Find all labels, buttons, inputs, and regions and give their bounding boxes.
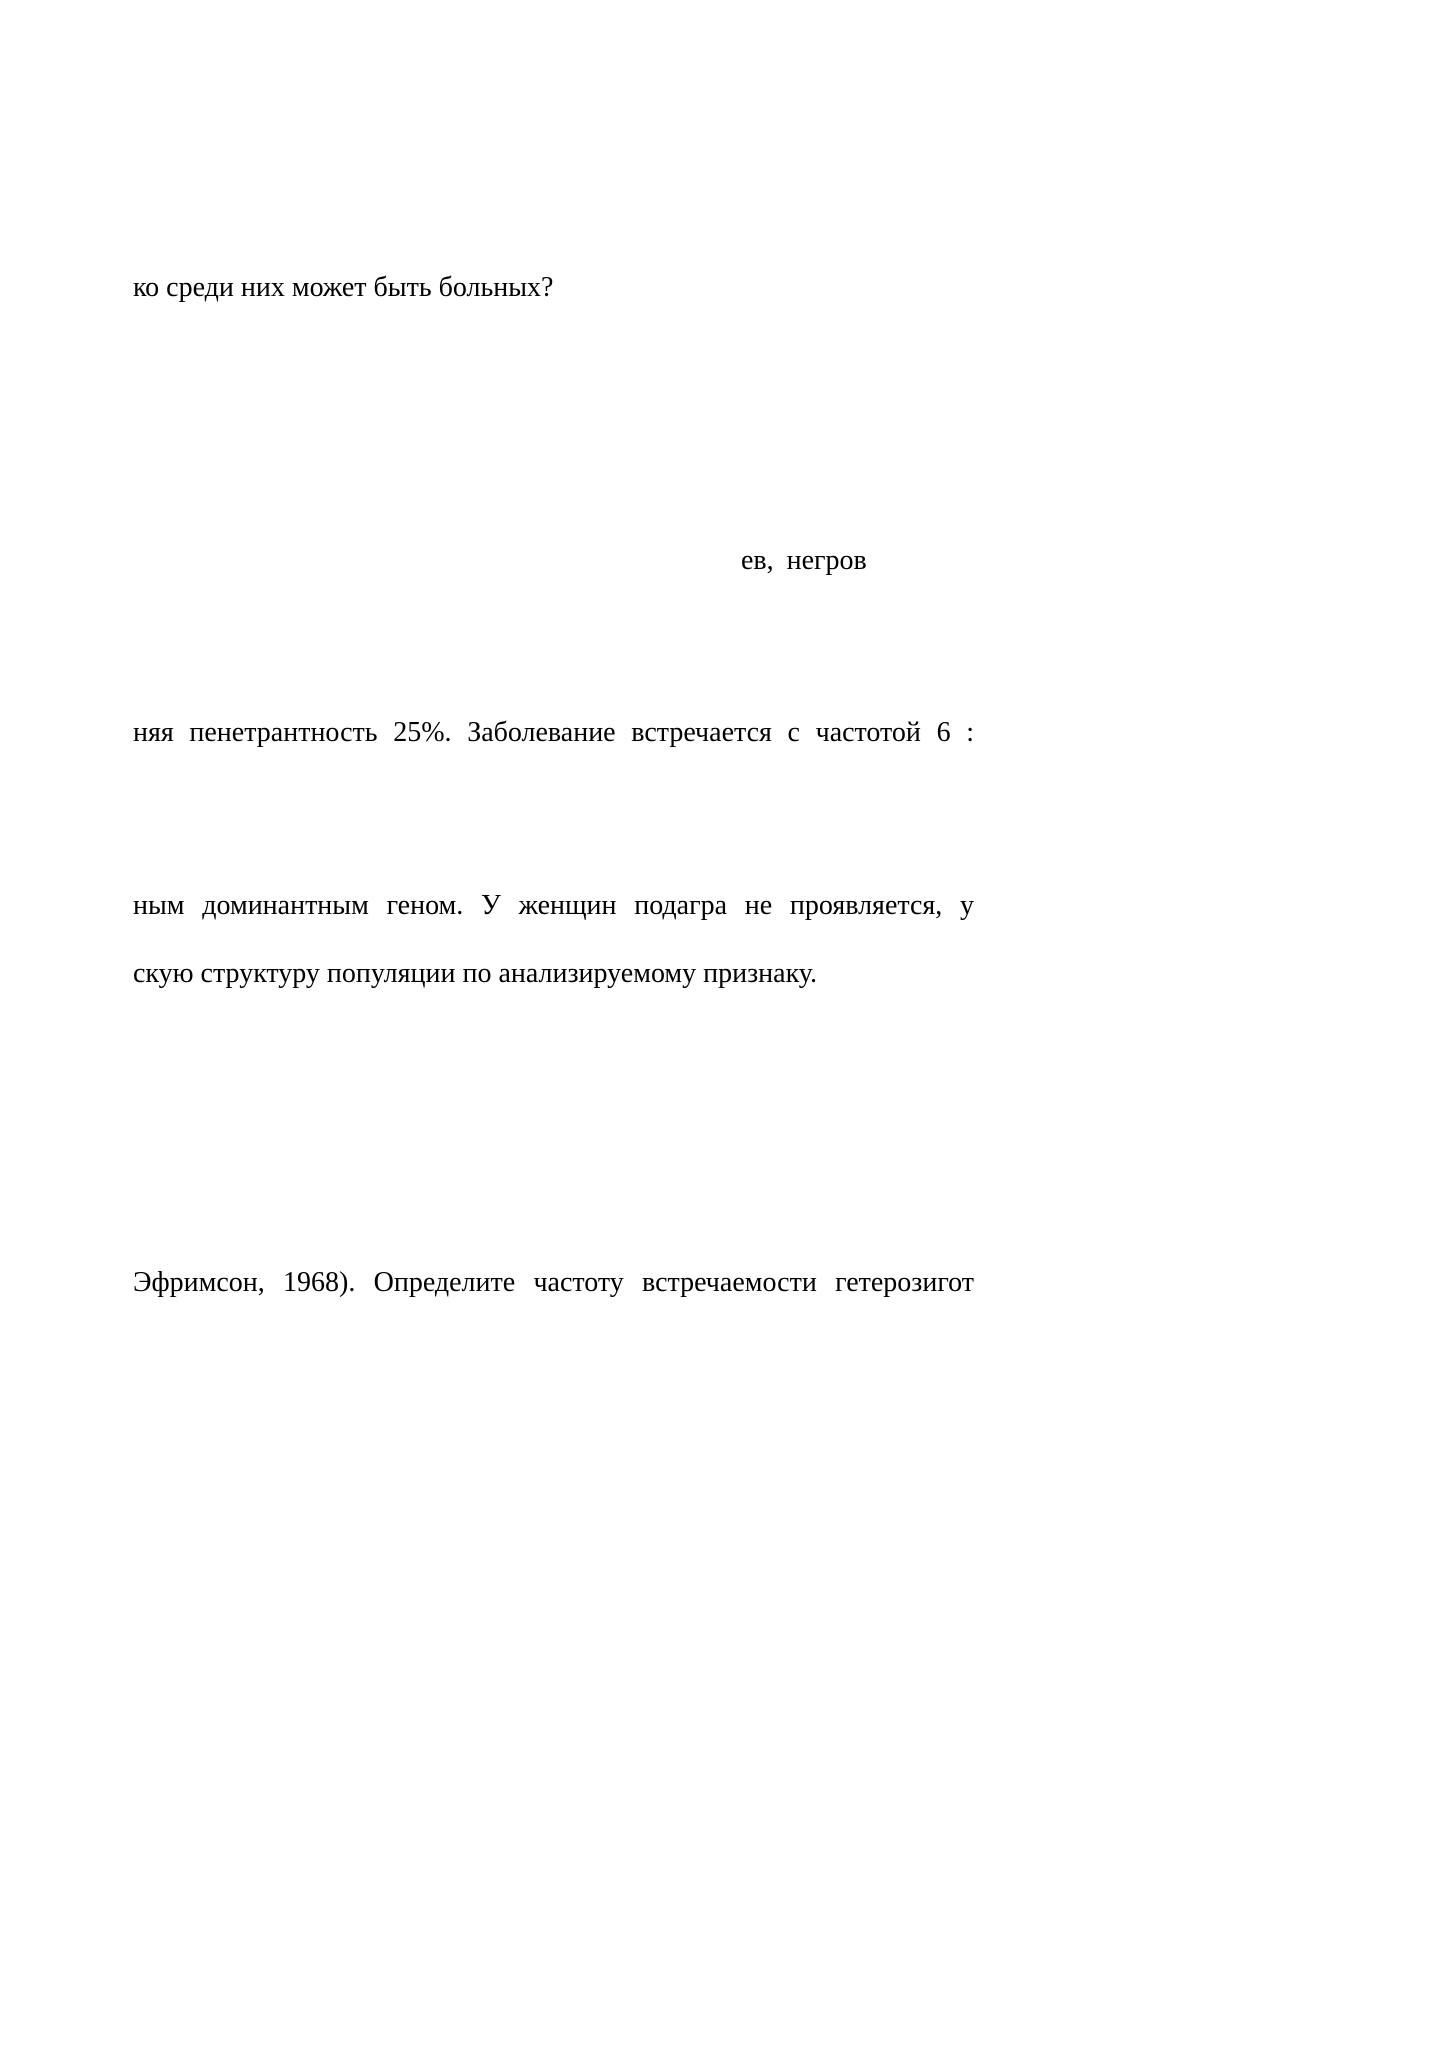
text-line: скую структуру популяции по анализируемому признаку. [133,958,817,989]
text-line: ным доминантным геном. У женщин подагра не проявляется, у [133,890,974,921]
text-line: няя пенетрантность 25%. Заболевание встречается с частотой 6 : [133,717,974,748]
text-line: ко среди них может быть больных? [133,272,554,303]
text-line: ев, негров [741,545,867,576]
text-line: Эфримсон, 1968). Определите частоту встречаемости гетерозигот [133,1267,974,1298]
